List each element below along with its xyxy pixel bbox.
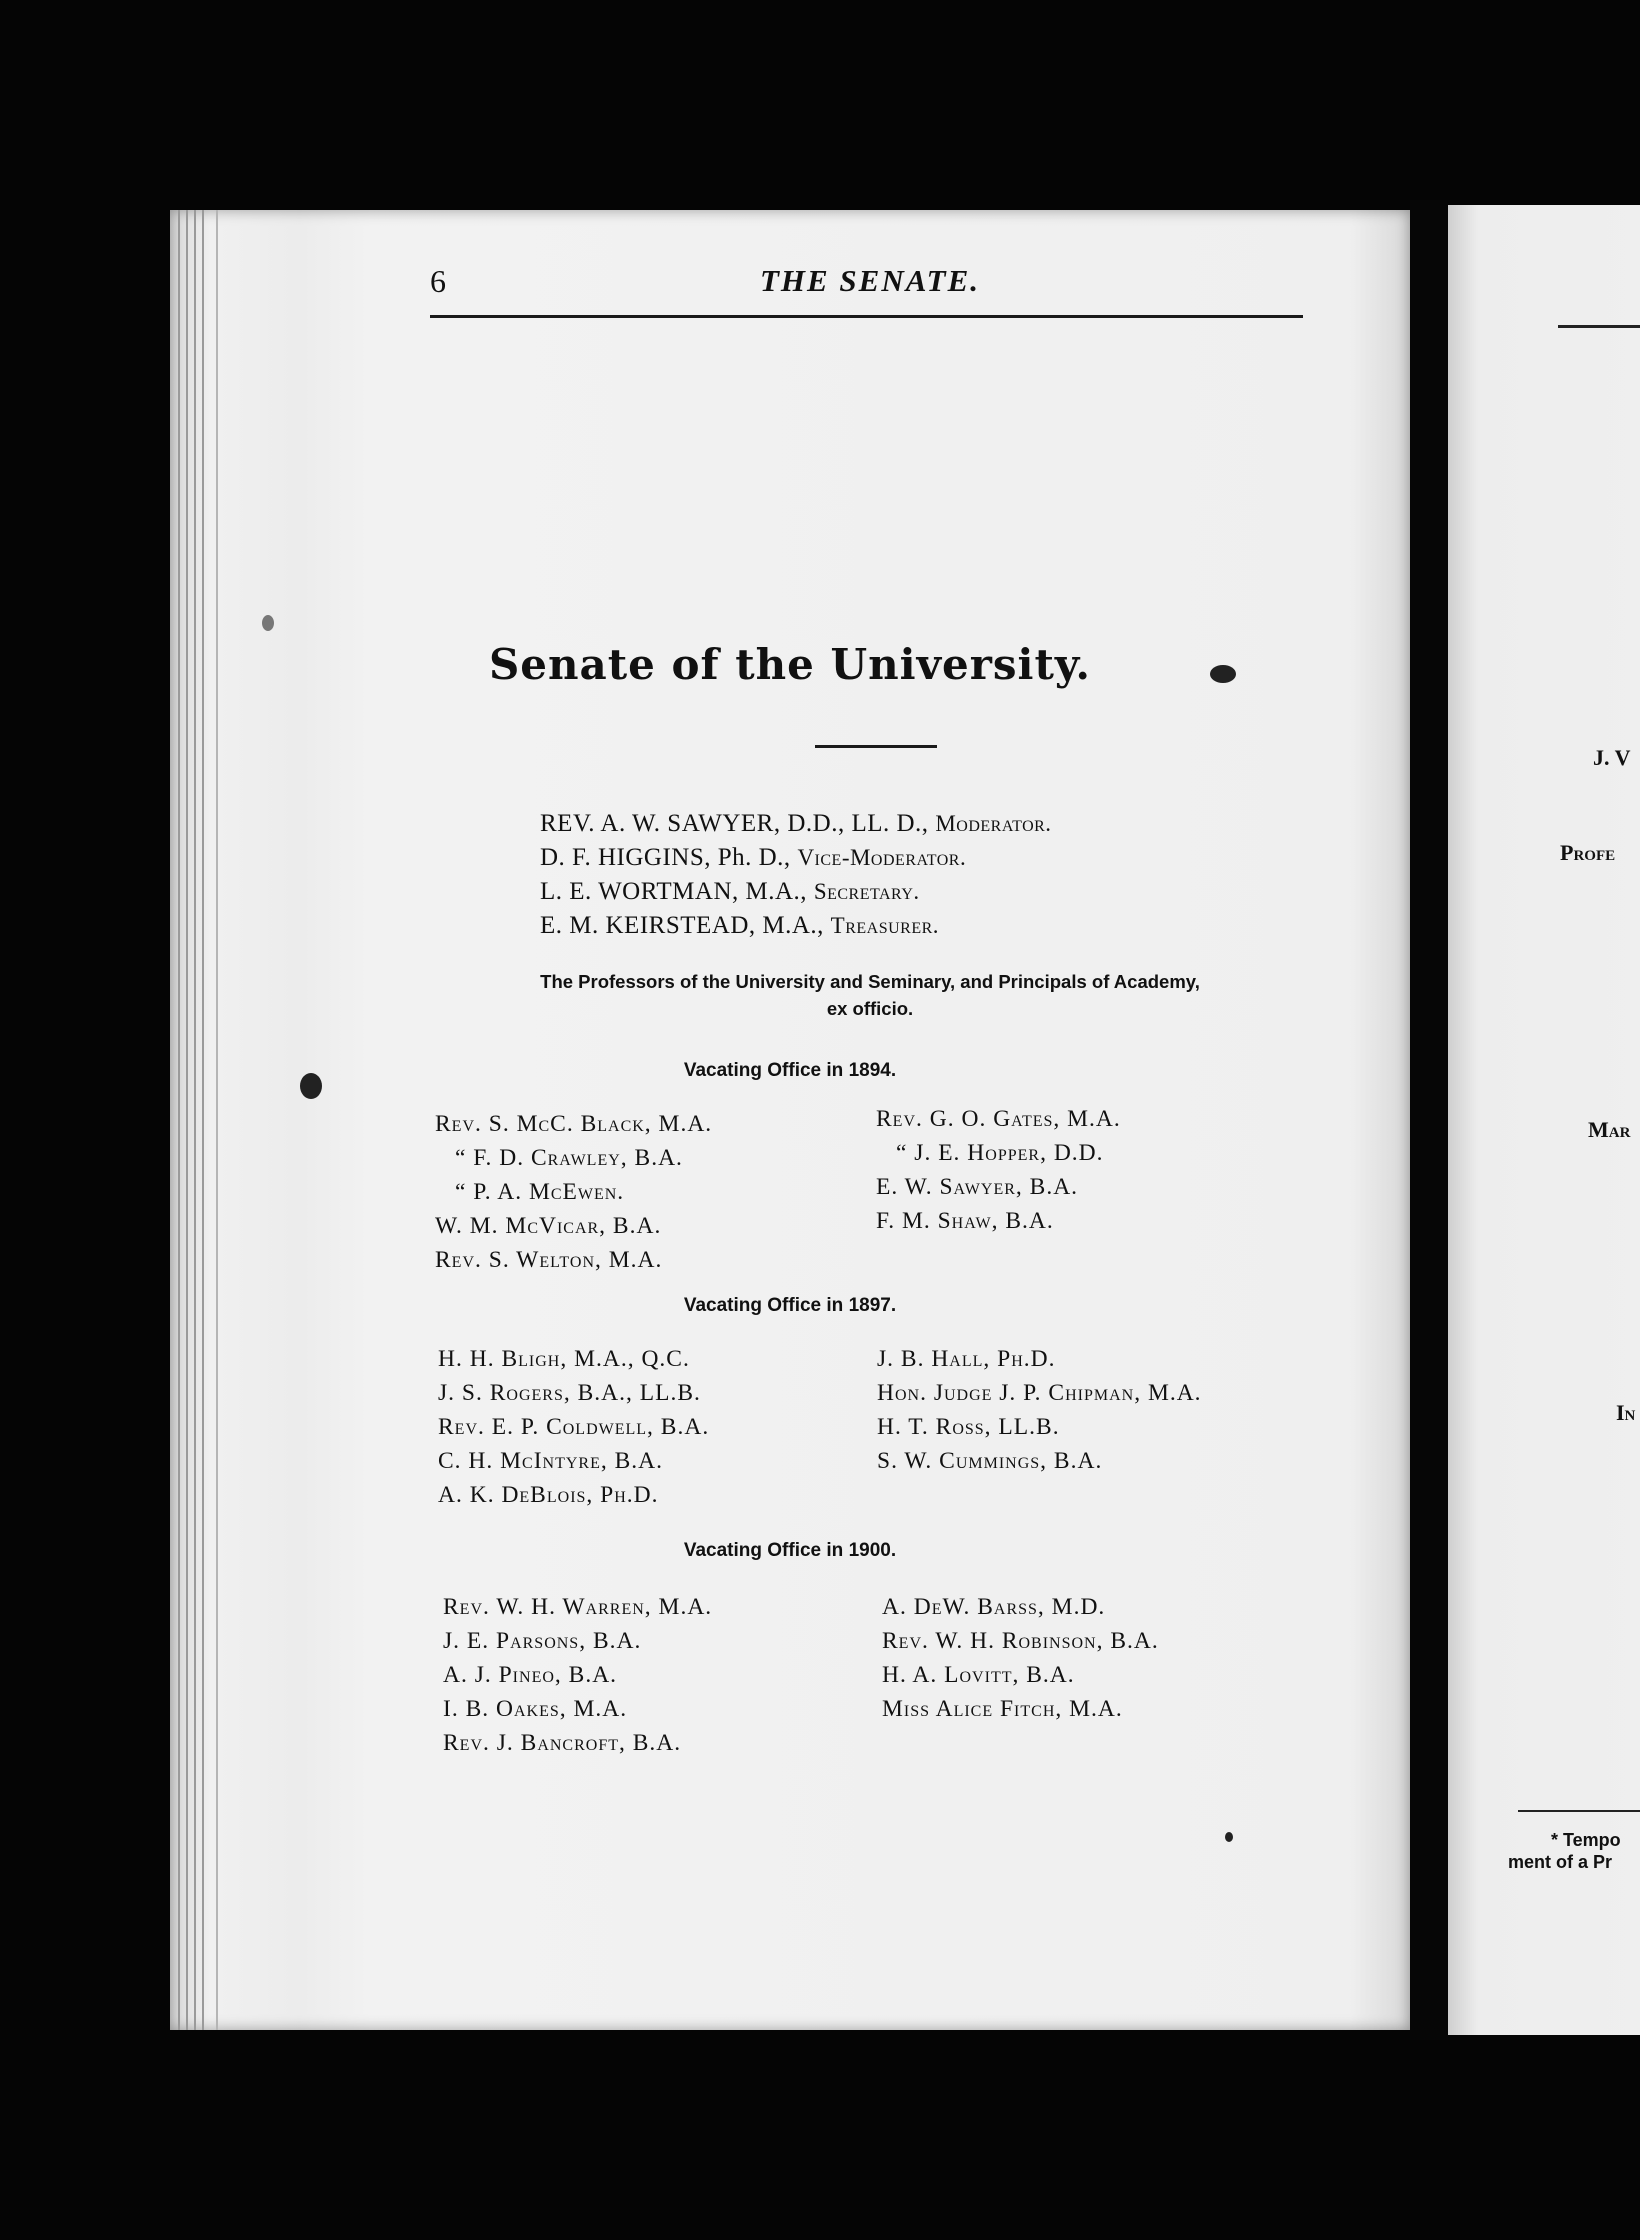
member-entry: Rev. J. Bancroft, B.A. xyxy=(443,1730,682,1756)
members-column-left xyxy=(438,1342,709,1512)
member-entry: Rev. S. Welton, M.A. xyxy=(435,1247,663,1273)
ex-officio-line: The Professors of the University and Seminary, and Principals of Academy, xyxy=(540,971,1200,992)
member-entry: “ F. D. Crawley, B.A. xyxy=(455,1145,683,1171)
page-edge-line xyxy=(194,210,196,2030)
ink-blot xyxy=(300,1073,322,1099)
member-entry: I. B. Oakes, M.A. xyxy=(443,1696,628,1722)
member-entry: J. B. Hall, Ph.D. xyxy=(877,1346,1056,1372)
ink-blot xyxy=(262,615,274,631)
book-gutter xyxy=(1410,200,1450,2040)
section-heading-1897: Vacating Office in 1897. xyxy=(683,1295,897,1316)
facing-footnote-line: * Tempo xyxy=(1551,1830,1621,1850)
member-entry: C. H. McIntyre, B.A. xyxy=(438,1448,664,1474)
title-rule xyxy=(815,745,937,748)
member-entry: S. W. Cummings, B.A. xyxy=(877,1448,1103,1474)
officer-role: Secretary. xyxy=(813,879,920,904)
header-rule xyxy=(430,315,1303,318)
page-edge-line xyxy=(178,210,180,2030)
members-column-left xyxy=(435,1107,712,1277)
member-entry: Rev. W. H. Warren, M.A. xyxy=(443,1594,713,1620)
officer-role: Vice-Moderator. xyxy=(797,845,967,870)
members-column-left xyxy=(443,1590,712,1760)
officer-role: Treasurer. xyxy=(830,913,940,938)
member-entry: W. M. McVicar, B.A. xyxy=(435,1213,662,1239)
officer-name: L. E. WORTMAN, M.A., xyxy=(540,878,808,905)
facing-page xyxy=(1448,205,1640,2035)
facing-header-rule xyxy=(1558,325,1640,328)
page-edge-line xyxy=(216,210,218,2030)
members-column-right xyxy=(877,1342,1202,1478)
facing-text-fragment: Mar xyxy=(1588,1117,1631,1142)
page-edge-line xyxy=(186,210,188,2030)
officer-name: E. M. KEIRSTEAD, M.A., xyxy=(540,912,824,939)
officer-entry xyxy=(540,841,1052,875)
officer-role: Moderator. xyxy=(935,811,1052,836)
page-number: 6 xyxy=(430,263,446,299)
member-entry: Rev. E. P. Coldwell, B.A. xyxy=(438,1414,710,1440)
members-column-right xyxy=(876,1102,1121,1238)
facing-text-fragment: Profe xyxy=(1560,840,1616,865)
member-entry: “ J. E. Hopper, D.D. xyxy=(896,1140,1104,1166)
member-entry: “ P. A. McEwen. xyxy=(455,1179,625,1205)
member-entry: A. K. DeBlois, Ph.D. xyxy=(438,1482,659,1508)
members-column-right xyxy=(882,1590,1159,1726)
member-entry: Rev. W. H. Robinson, B.A. xyxy=(882,1628,1159,1654)
ink-blot xyxy=(1210,665,1236,683)
officer-name: D. F. HIGGINS, Ph. D., xyxy=(540,844,791,871)
facing-footnote-line: ment of a Pr xyxy=(1508,1852,1613,1872)
ex-officio-note xyxy=(430,968,1310,1022)
member-entry: H. T. Ross, LL.B. xyxy=(877,1414,1060,1440)
member-entry: J. S. Rogers, B.A., LL.B. xyxy=(438,1380,701,1406)
officer-entry xyxy=(540,875,1052,909)
officer-name: REV. A. W. SAWYER, D.D., LL. D., xyxy=(540,810,929,837)
section-heading-1900: Vacating Office in 1900. xyxy=(683,1540,897,1561)
facing-text-fragment: In xyxy=(1616,1400,1636,1425)
page-edge-line xyxy=(202,210,204,2030)
member-entry: A. J. Pineo, B.A. xyxy=(443,1662,618,1688)
ex-officio-line: ex officio. xyxy=(826,998,914,1019)
book-page xyxy=(170,210,1410,2030)
officer-entry xyxy=(540,807,1052,841)
member-entry: Miss Alice Fitch, M.A. xyxy=(882,1696,1123,1722)
ink-blot xyxy=(1225,1832,1233,1842)
member-entry: Rev. S. McC. Black, M.A. xyxy=(435,1111,713,1137)
running-title: THE SENATE. xyxy=(759,263,981,298)
member-entry: Hon. Judge J. P. Chipman, M.A. xyxy=(877,1380,1202,1406)
page-title: Senate of the University. xyxy=(488,640,1092,689)
member-entry: H. H. Bligh, M.A., Q.C. xyxy=(438,1346,690,1372)
officer-entry xyxy=(540,909,1052,943)
member-entry: A. DeW. Barss, M.D. xyxy=(882,1594,1106,1620)
member-entry: Rev. G. O. Gates, M.A. xyxy=(876,1106,1121,1132)
member-entry: F. M. Shaw, B.A. xyxy=(876,1208,1054,1234)
officers-list xyxy=(540,807,1052,943)
section-heading-1894: Vacating Office in 1894. xyxy=(683,1060,897,1081)
member-entry: E. W. Sawyer, B.A. xyxy=(876,1174,1079,1200)
facing-footnote-rule xyxy=(1518,1810,1640,1812)
running-head xyxy=(430,263,1310,323)
facing-text-fragment: J. V xyxy=(1593,745,1631,770)
member-entry: J. E. Parsons, B.A. xyxy=(443,1628,642,1654)
member-entry: H. A. Lovitt, B.A. xyxy=(882,1662,1075,1688)
